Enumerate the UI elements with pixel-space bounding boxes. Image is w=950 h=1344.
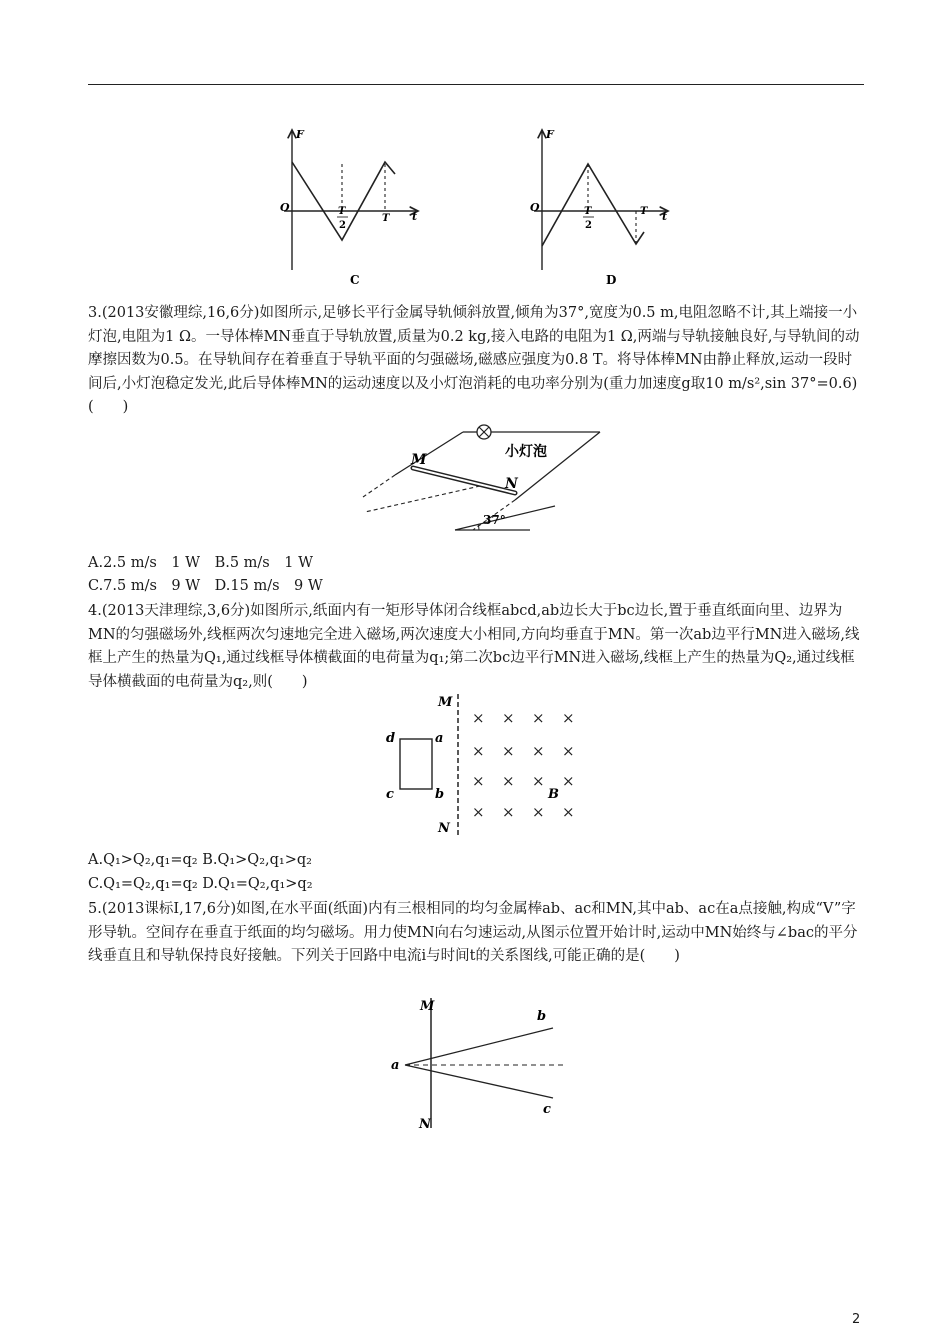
origin-label: O [280, 201, 290, 214]
svg-text:×: × [562, 742, 575, 760]
graph-d-line [542, 164, 644, 246]
half-t-den: 2 [339, 220, 346, 231]
q4-figure-field [378, 690, 588, 840]
graph-d [528, 124, 678, 290]
q3-lamp-label: 小灯泡 [505, 444, 547, 460]
x-axis-label: t [412, 210, 418, 223]
origin-label: O [530, 201, 540, 214]
q5-label-c: c [543, 1102, 551, 1117]
svg-text:×: × [562, 803, 575, 821]
q3-option-line-2: C.7.5 m/s 9 W D.15 m/s 9 W [88, 578, 323, 594]
q3-text: 3.(2013安徽理综,16,6分)如图所示,足够长平行金属导轨倾斜放置,倾角为37°,宽度为0.5 m,电阻忽略不计,其上端接一小灯泡,电阻为1 Ω。一导体棒MN垂直于导轨放置,质量为0.2 kg,接入电路的电阻为1 Ω,两端与导轨接触良好,与导轨间的动摩擦因数为0.5。在导轨间存在着垂直于导轨平面的匀强磁场,磁感应强度为0.8 T。将导体棒MN由静止释放,运动一段时间后,小灯泡稳定发光,此后导体棒MN的运动速度以及小灯泡消耗的电功率分别为(重力加速度g取10 m/s²,sin 37°=0.6)( ) [88, 305, 860, 415]
half-t-num: T [338, 206, 346, 217]
half-t-den: 2 [585, 220, 592, 231]
q5-label-b: b [537, 1009, 547, 1024]
loop-abcd [400, 739, 432, 789]
svg-text:×: × [532, 709, 545, 727]
svg-text:×: × [502, 709, 515, 727]
page-number: 2 [852, 1312, 861, 1327]
q3-angle-label: 37° [483, 513, 506, 527]
x-axis-label: t [662, 210, 668, 223]
q3-label-m: M [411, 452, 427, 468]
rail-ac [405, 1065, 553, 1098]
graph-c [278, 124, 428, 290]
svg-text:×: × [562, 709, 575, 727]
q4-label-m: M [438, 695, 453, 710]
rail-ab [405, 1028, 553, 1065]
svg-text:×: × [502, 803, 515, 821]
svg-text:×: × [472, 742, 485, 760]
t-label: T [382, 213, 390, 224]
svg-text:×: × [532, 803, 545, 821]
t-label: T [640, 206, 648, 217]
q4-label-field: B [548, 787, 559, 802]
svg-text:×: × [502, 742, 515, 760]
svg-text:×: × [472, 709, 485, 727]
y-axis-label: F [296, 128, 304, 141]
q4-label-n: N [438, 821, 450, 836]
q4-label-a: a [435, 731, 444, 746]
y-axis-label: F [546, 128, 554, 141]
q3-label-n: N [505, 476, 518, 492]
q5-label-n: N [419, 1117, 431, 1132]
half-t-num: T [584, 206, 592, 217]
svg-text:×: × [472, 803, 485, 821]
q4-label-c: c [386, 787, 394, 802]
graph-c-caption: C [350, 273, 360, 287]
q4-option-line-1: A.Q₁>Q₂,q₁=q₂ B.Q₁>Q₂,q₁>q₂ [88, 852, 312, 868]
svg-text:×: × [562, 772, 575, 790]
q4-label-d: d [386, 731, 396, 746]
q5-text: 5.(2013课标Ⅰ,17,6分)如图,在水平面(纸面)内有三根相同的均匀金属棒ab、ac和MN,其中ab、ac在a点接触,构成“V”字形导轨。空间存在垂直于纸面的均匀磁场。用力使MN向右匀速运动,从图示位置开始计时,运动中MN始终与∠bac的平分线垂直且和导轨保持良好接触。下列关于回路中电流i与时间t的关系图线,可能正确的是( ) [88, 901, 858, 964]
svg-text:×: × [502, 772, 515, 790]
q4-option-line-2: C.Q₁=Q₂,q₁=q₂ D.Q₁=Q₂,q₁>q₂ [88, 876, 313, 892]
graph-d-caption: D [606, 273, 617, 287]
svg-text:×: × [532, 742, 545, 760]
header-rule [88, 84, 864, 85]
q3-option-line-1: A.2.5 m/s 1 W B.5 m/s 1 W [88, 555, 313, 571]
q3-figure-incline [355, 420, 615, 535]
q5-label-a: a [391, 1058, 400, 1073]
svg-text:×: × [532, 772, 545, 790]
q5-figure-v-rails [385, 990, 575, 1138]
q5-label-m: M [420, 999, 435, 1014]
q4-label-b: b [435, 787, 445, 802]
svg-text:×: × [472, 772, 485, 790]
q4-text: 4.(2013天津理综,3,6分)如图所示,纸面内有一矩形导体闭合线框abcd,ab边长大于bc边长,置于垂直纸面向里、边界为MN的匀强磁场外,线框两次匀速地完全进入磁场,两次速度大小相同,方向均垂直于MN。第一次ab边平行MN进入磁场,线框上产生的热量为Q₁,通过线框导体横截面的电荷量为q₁;第二次bc边平行MN进入磁场,线框上产生的热量为Q₂,通过线框导体横截面的电荷量为q₂,则( ) [88, 603, 860, 690]
